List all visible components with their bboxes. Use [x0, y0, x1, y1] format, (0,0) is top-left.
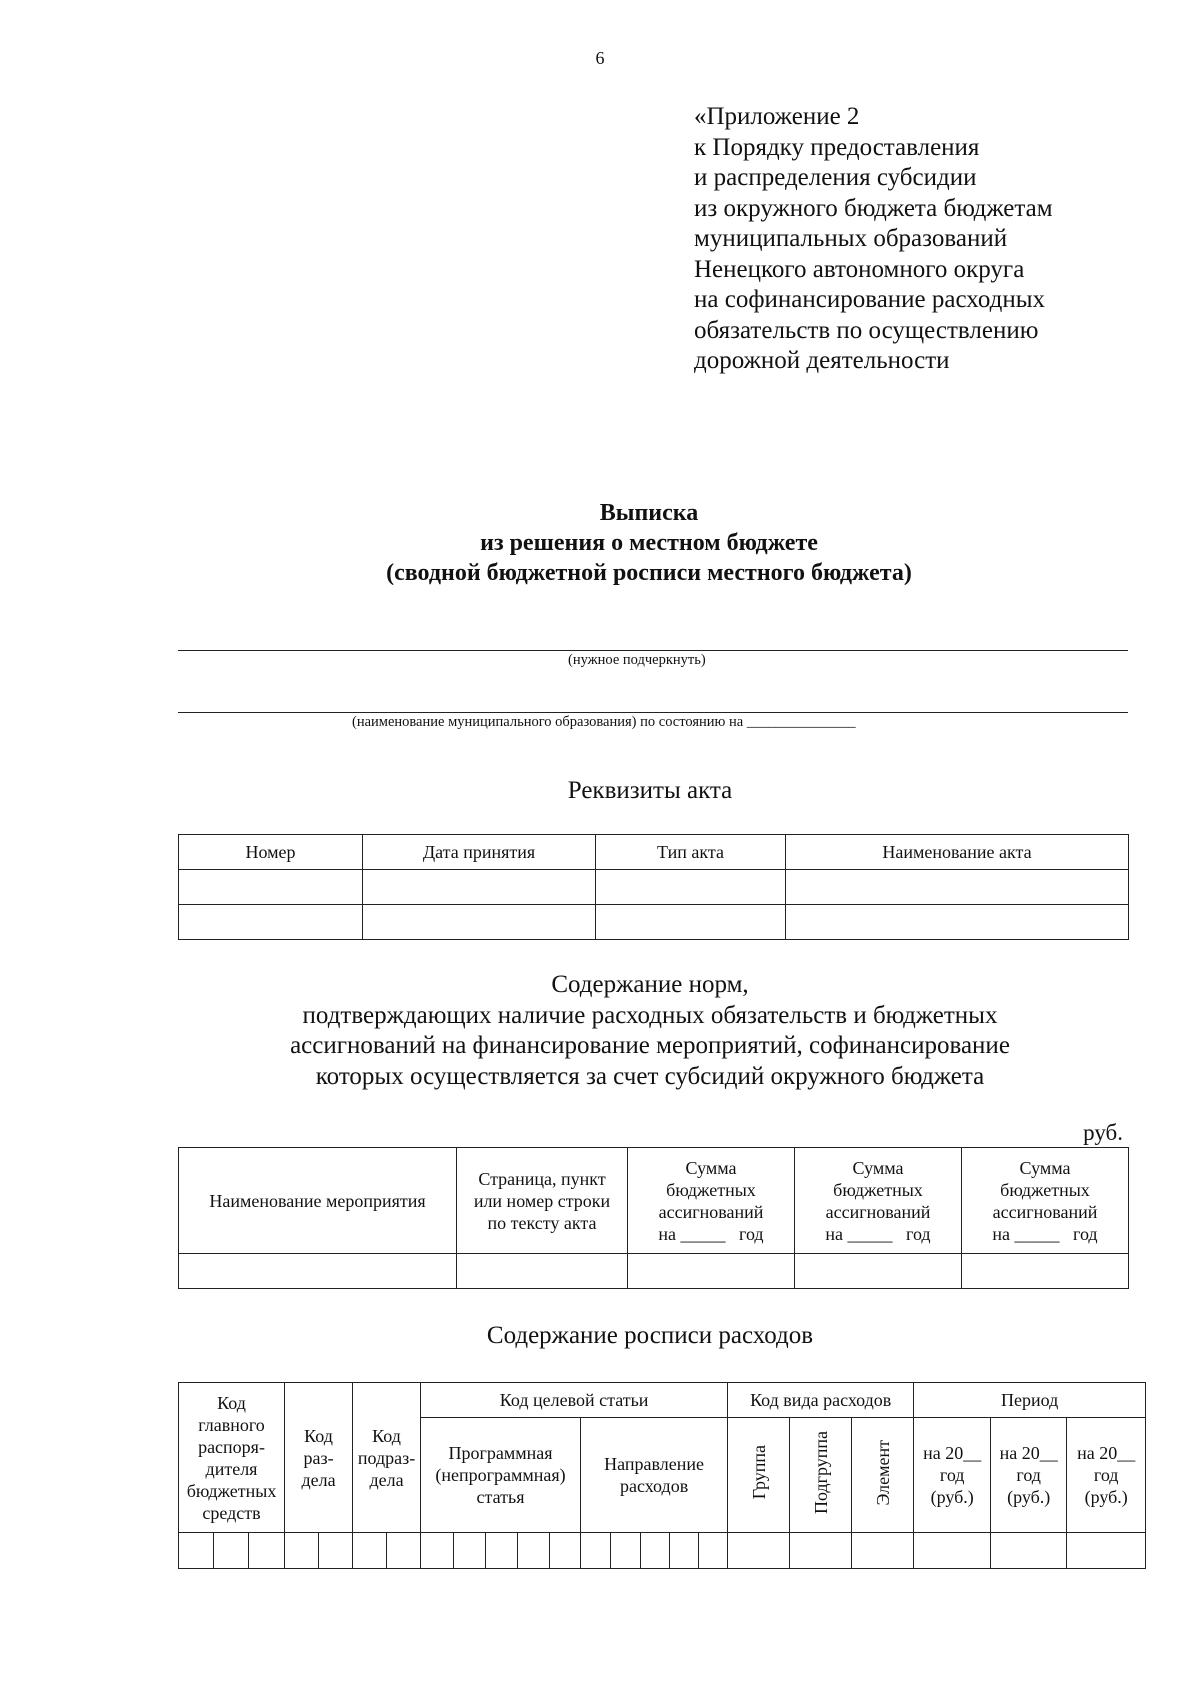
header-line: Программная — [448, 1443, 553, 1463]
code-digit-cell[interactable] — [550, 1533, 581, 1569]
header-line: год — [939, 1465, 965, 1485]
table-cell[interactable] — [628, 1254, 795, 1289]
code-digit-cell[interactable] — [249, 1533, 285, 1569]
header-line: Сумма — [852, 1157, 904, 1178]
code-digit-cell[interactable] — [581, 1533, 611, 1569]
title-line: из решения о местном бюджете — [480, 530, 818, 556]
code-digit-cell[interactable] — [518, 1533, 550, 1569]
header-sum-year — [628, 1148, 795, 1254]
table-cell[interactable] — [596, 905, 786, 940]
header-expense-direction — [581, 1418, 728, 1533]
currency-label: руб. — [1083, 1120, 1123, 1145]
norms-table — [178, 1147, 1129, 1289]
title-line: Выписка — [599, 500, 699, 526]
header-line: (непрограммная) — [435, 1465, 566, 1485]
expenses-table — [178, 1382, 1146, 1569]
table-cell[interactable] — [596, 870, 786, 905]
header-line: по тексту акта — [487, 1212, 597, 1233]
header-expense-type: Код вида расходов — [728, 1383, 914, 1418]
header-line: на 20__ — [999, 1443, 1058, 1463]
header-line: Страница, пункт — [478, 1168, 606, 1189]
header-number: Номер — [179, 835, 363, 870]
code-digit-cell[interactable] — [285, 1533, 319, 1569]
table-cell[interactable] — [179, 905, 363, 940]
header-date: Дата принятия — [363, 835, 596, 870]
table-row — [179, 1254, 1129, 1289]
header-sum-year — [962, 1148, 1129, 1254]
document-title — [0, 498, 1200, 588]
header-subgroup — [790, 1418, 852, 1533]
header-line: (руб.) — [930, 1487, 974, 1507]
header-line: дела — [369, 1469, 404, 1490]
header-line: дителя — [205, 1458, 258, 1479]
appendix-line: Ненецкого автономного округа — [694, 255, 1025, 283]
group-cell[interactable] — [728, 1533, 790, 1569]
header-section-code — [285, 1383, 353, 1533]
act-details-table — [178, 834, 1129, 940]
header-act-name: Наименование акта — [786, 835, 1129, 870]
header-line: бюджетных — [186, 1480, 277, 1501]
header-line: ассигнований — [658, 1201, 764, 1222]
code-digit-cell[interactable] — [454, 1533, 486, 1569]
act-details-heading: Реквизиты акта — [567, 777, 733, 804]
norms-heading-line: Содержание норм, — [551, 971, 749, 998]
header-program-article — [421, 1418, 581, 1533]
year-suffix: год — [906, 1223, 931, 1244]
year-prefix: на _____ — [658, 1223, 726, 1244]
header-line: бюджетных — [833, 1179, 923, 1200]
header-subsection-code — [353, 1383, 421, 1533]
header-line: дела — [301, 1469, 336, 1490]
year-prefix: на _____ — [825, 1223, 893, 1244]
header-line: раз- — [303, 1447, 334, 1468]
header-target-code: Код целевой статьи — [421, 1383, 728, 1418]
header-event-name: Наименование мероприятия — [179, 1148, 457, 1254]
header-period: Период — [914, 1383, 1146, 1418]
header-line — [962, 1223, 1128, 1245]
underline-choice-line[interactable] — [178, 650, 1128, 651]
header-line: расходов — [620, 1476, 689, 1496]
header-line: год — [1016, 1465, 1041, 1485]
header-line: год — [1093, 1465, 1119, 1485]
code-digit-cell[interactable] — [387, 1533, 421, 1569]
table-cell[interactable] — [786, 870, 1129, 905]
header-line: Код — [372, 1425, 401, 1446]
appendix-line: и распределения субсидии — [694, 164, 977, 191]
table-cell[interactable] — [795, 1254, 962, 1289]
header-line: ассигнований — [825, 1201, 931, 1222]
table-cell[interactable] — [962, 1254, 1129, 1289]
code-digit-cell[interactable] — [421, 1533, 454, 1569]
element-label: Элемент — [872, 1439, 893, 1506]
header-line: Сумма — [1019, 1157, 1071, 1178]
header-line: Код — [217, 1392, 246, 1413]
appendix-line: дорожной деятельности — [694, 347, 950, 374]
table-row — [179, 870, 1129, 905]
appendix-line: муниципальных образований — [694, 225, 1008, 252]
header-line: главного — [198, 1414, 265, 1435]
header-line: статья — [476, 1487, 525, 1507]
header-period-year — [914, 1418, 991, 1533]
header-element — [852, 1418, 914, 1533]
period-amount-cell[interactable] — [1067, 1533, 1146, 1569]
page-number: 6 — [595, 48, 605, 68]
period-amount-cell[interactable] — [914, 1533, 991, 1569]
table-cell[interactable] — [179, 1254, 457, 1289]
header-line: распоря- — [198, 1436, 265, 1457]
table-row — [179, 1533, 1146, 1569]
code-digit-cell[interactable] — [486, 1533, 518, 1569]
header-line — [628, 1223, 794, 1245]
year-prefix: на _____ — [992, 1223, 1060, 1244]
header-line: на 20__ — [1077, 1443, 1136, 1463]
expenses-heading: Содержание росписи расходов — [486, 1322, 814, 1349]
code-digit-cell[interactable] — [699, 1533, 728, 1569]
header-line: или номер строки — [473, 1190, 611, 1211]
table-cell[interactable] — [786, 905, 1129, 940]
header-main-admin-code — [179, 1383, 285, 1533]
header-line: бюджетных — [666, 1179, 756, 1200]
norms-heading-line: которых осуществляется за счет субсидий окружного бюджета — [315, 1062, 985, 1090]
header-line: Код — [304, 1425, 333, 1446]
table-cell[interactable] — [179, 870, 363, 905]
header-line: Направление — [604, 1454, 705, 1474]
table-cell[interactable] — [363, 870, 596, 905]
table-row — [179, 905, 1129, 940]
header-period-year — [1067, 1418, 1146, 1533]
subgroup-label: Подгруппа — [810, 1430, 831, 1515]
header-period-year — [991, 1418, 1067, 1533]
table-cell[interactable] — [457, 1254, 628, 1289]
table-cell[interactable] — [363, 905, 596, 940]
code-digit-cell[interactable] — [319, 1533, 353, 1569]
appendix-line: обязательств по осуществлению — [694, 316, 1039, 344]
header-group — [728, 1418, 790, 1533]
norms-heading — [150, 970, 1150, 1092]
header-line: ассигнований — [992, 1201, 1098, 1222]
element-cell[interactable] — [852, 1533, 914, 1569]
header-line: средств — [202, 1502, 261, 1523]
header-line — [795, 1223, 961, 1245]
code-digit-cell[interactable] — [179, 1533, 214, 1569]
header-line: на 20__ — [923, 1443, 982, 1463]
group-label: Группа — [748, 1445, 769, 1500]
code-digit-cell[interactable] — [641, 1533, 670, 1569]
header-line: подраз- — [357, 1447, 416, 1468]
header-page-point — [457, 1148, 628, 1254]
header-act-type: Тип акта — [596, 835, 786, 870]
year-suffix: год — [739, 1223, 764, 1244]
header-sum-year — [795, 1148, 962, 1254]
year-suffix: год — [1073, 1223, 1098, 1244]
appendix-line: к Порядку предоставления — [694, 133, 980, 161]
appendix-line: на софинансирование расходных — [694, 286, 1045, 313]
period-amount-cell[interactable] — [991, 1533, 1067, 1569]
appendix-line: из окружного бюджета бюджетам — [694, 194, 1053, 222]
caption-municipality: (наименование муниципального образования) по состоянию на _______________ — [352, 714, 856, 730]
subgroup-cell[interactable] — [790, 1533, 852, 1569]
caption-underline: (нужное подчеркнуть) — [568, 652, 706, 668]
code-digit-cell[interactable] — [353, 1533, 387, 1569]
header-line: бюджетных — [1000, 1179, 1090, 1200]
norms-heading-line: ассигнований на финансирование мероприятий, софинансирование — [290, 1032, 1010, 1059]
appendix-reference — [694, 102, 1053, 377]
norms-heading-line: подтверждающих наличие расходных обязательств и бюджетных — [302, 1001, 998, 1029]
header-line: Сумма — [685, 1157, 737, 1178]
header-line: (руб.) — [1007, 1487, 1051, 1507]
header-line: (руб.) — [1084, 1487, 1128, 1507]
code-digit-cell[interactable] — [611, 1533, 641, 1569]
municipality-name-line[interactable] — [178, 712, 1128, 713]
title-line: (сводной бюджетной росписи местного бюджета) — [386, 560, 912, 586]
appendix-line: «Приложение 2 — [694, 103, 860, 130]
code-digit-cell[interactable] — [670, 1533, 699, 1569]
code-digit-cell[interactable] — [214, 1533, 249, 1569]
